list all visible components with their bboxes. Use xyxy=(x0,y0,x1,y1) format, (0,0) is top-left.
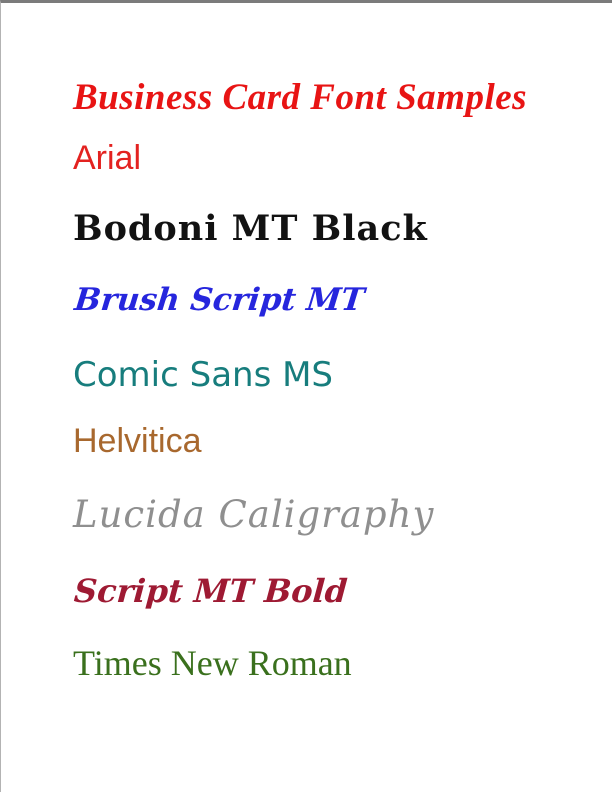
font-sample-brush-script-mt: Brush Script MT xyxy=(72,282,366,318)
page-title: Business Card Font Samples xyxy=(73,77,528,118)
font-sample-times-new-roman: Times New Roman xyxy=(73,643,352,683)
font-sample-script-mt-bold: Script MT Bold xyxy=(72,572,349,610)
font-sample-comic-sans-ms: Comic Sans MS xyxy=(73,355,334,395)
font-sample-bodoni-mt-black: Bodoni MT Black xyxy=(73,208,428,249)
font-sample-helvitica: Helvitica xyxy=(73,422,202,460)
font-sample-arial: Arial xyxy=(73,139,142,177)
font-sample-lucida-caligraphy: Lucida Caligraphy xyxy=(73,493,435,536)
